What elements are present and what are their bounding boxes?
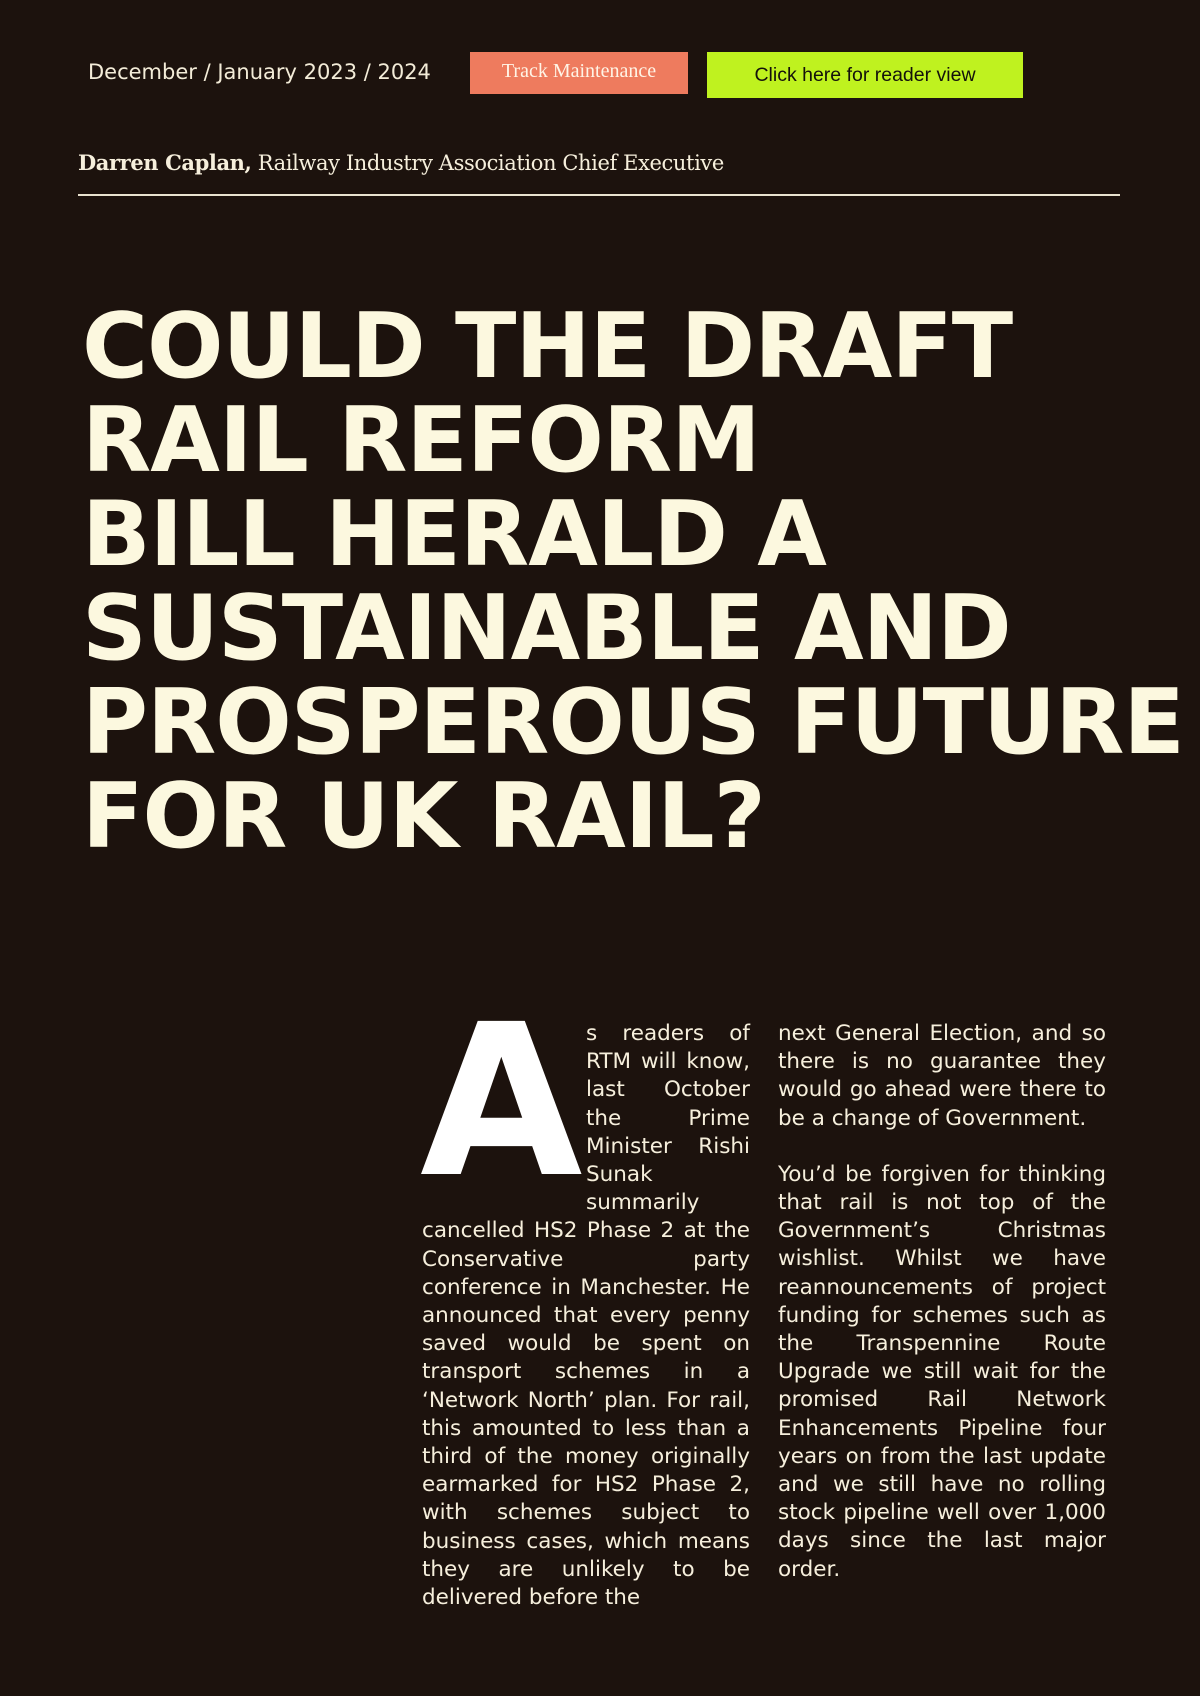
article-paragraph: You’d be forgiven for thinking that rail is not top of the Government’s Christmas wishlist. Whilst we have reannouncements of project funding for schemes such as the Transpennine Route Upgrade we still wait for the promised Rail Network Enhancements Pipeline four years on from the last update and we still have no rolling stock pipeline well over 1,000 days since the last major order. (778, 1161, 1106, 1582)
byline-divider (78, 194, 1120, 196)
headline-line: FOR UK RAIL? (82, 764, 765, 869)
drop-cap: A (420, 979, 583, 1224)
article-column-2 (778, 1020, 1106, 1584)
category-tag[interactable]: Track Maintenance (470, 52, 688, 94)
issue-date: December / January 2023 / 2024 (88, 60, 431, 84)
headline-line: RAIL REFORM (82, 388, 760, 493)
article-paragraph: s readers of RTM will know, last October the Prime Minister Rishi Sunak summarily cancelled HS2 Phase 2 at the Conservative party conference in Manchester. He announced that every penny saved would be spent on transport schemes in a ‘Network North’ plan. For rail, this amounted to less than a third of the money originally earmarked for HS2 Phase 2, with schemes subject to business cases, which means they are unlikely to be delivered before the (422, 1021, 750, 1611)
headline-line: COULD THE DRAFT (82, 294, 1013, 399)
article-paragraph: next General Election, and so there is no guarantee they would go ahead were there to be a change of Government. (778, 1021, 1106, 1131)
author-role: Railway Industry Association Chief Executive (257, 151, 724, 175)
article-column-1 (420, 979, 750, 1612)
headline-line: SUSTAINABLE AND (82, 576, 1011, 681)
reader-view-button[interactable]: Click here for reader view (707, 52, 1023, 98)
headline-line: PROSPEROUS FUTURE (82, 670, 1184, 775)
author-name: Darren Caplan, (78, 150, 252, 175)
byline (78, 150, 724, 175)
article-headline (82, 294, 1192, 869)
headline-line: BILL HERALD A (82, 482, 826, 587)
top-bar (0, 0, 1200, 110)
